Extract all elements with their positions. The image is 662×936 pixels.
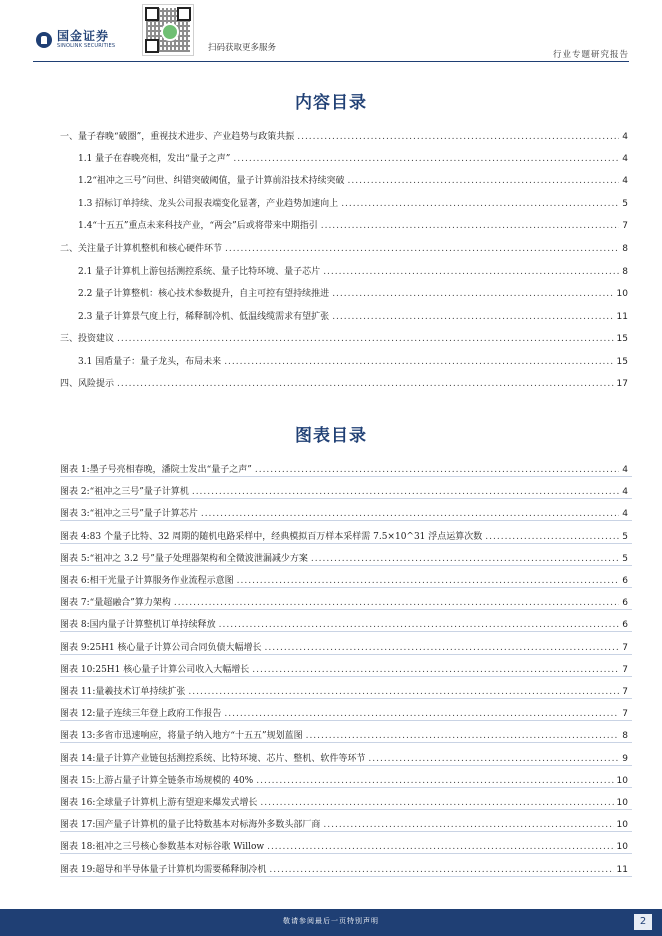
toc-entry[interactable]: [78, 218, 628, 231]
figure-entry-page: 7: [622, 709, 628, 719]
figure-entry-text: 25H1 核心量子计算公司收入大幅增长: [95, 665, 250, 675]
figure-entry-page: 11: [616, 865, 628, 875]
figure-entry-text: 相干光量子计算服务作业流程示意图: [89, 576, 234, 586]
figure-entry-page: 7: [622, 643, 628, 653]
brand-name-en: SINOLINK SECURITIES: [57, 43, 116, 49]
figure-entry-page: 9: [622, 754, 628, 764]
figure-entry-label: 图表 6:: [60, 576, 90, 586]
qr-center-logo: [161, 23, 179, 41]
toc-entry-page: 10: [616, 289, 628, 299]
figure-entry-text: 国产量子计算机的量子比特数基本对标海外多数头部厂商: [95, 820, 321, 830]
figure-row-divider: [60, 831, 632, 832]
toc-entry-text: 1.1 量子在春晚亮相，发出“量子之声”: [78, 154, 231, 164]
toc-entry-text: 四、风险提示: [60, 379, 115, 389]
toc-entry-page: 8: [622, 267, 628, 277]
figure-leader-dots: [323, 820, 613, 830]
figure-entry-page: 10: [616, 798, 628, 808]
toc-entry-text: 一、量子春晚“破圈”，重视技术进步、产业趋势与政策共振: [60, 132, 295, 142]
brand-logo: [36, 30, 115, 50]
figure-row-divider: [60, 853, 632, 854]
figure-entry-label: 图表 4:: [60, 532, 90, 542]
toc-entry-text: 2.3 量子计算景气度上行，稀释制冷机、低温线缆需求有望扩张: [78, 312, 330, 322]
figure-entry-text: 量羲技术订单持续扩张: [95, 687, 186, 697]
toc-entry-text: 1.3 招标订单持续、龙头公司报表端变化显著，产业趋势加速向上: [78, 199, 339, 209]
figure-entry[interactable]: [60, 662, 628, 675]
figure-row-divider: [60, 498, 632, 499]
figure-row-divider: [60, 787, 632, 788]
figure-entry-label: 图表 15:: [60, 776, 96, 786]
figure-entry-page: 6: [622, 576, 628, 586]
figure-entry-text: 全球量子计算机上游有望迎来爆发式增长: [95, 798, 258, 808]
figure-entry-label: 图表 8:: [60, 620, 90, 630]
figure-row-divider: [60, 587, 632, 588]
figure-leader-dots: [174, 598, 619, 608]
figure-entry[interactable]: [60, 862, 628, 875]
toc-entry-page: 5: [622, 199, 628, 209]
figure-leader-dots: [224, 709, 619, 719]
figure-entry-text: “量超融合”算力架构: [89, 598, 171, 608]
toc-entry[interactable]: [60, 331, 628, 344]
page-header: [0, 0, 662, 66]
figure-leader-dots: [265, 643, 620, 653]
figure-leader-dots: [485, 532, 619, 542]
figure-entry-label: 图表 13:: [60, 731, 96, 741]
toc-entry-text: 2.2 量子计算整机：核心技术参数提升，自主可控有望持续推进: [78, 289, 330, 299]
figure-entry-label: 图表 19:: [60, 865, 96, 875]
toc-entry-text: 三、投资建议: [60, 334, 115, 344]
figure-entry-label: 图表 11:: [60, 687, 96, 697]
qr-finder: [145, 39, 159, 53]
figure-row-divider: [60, 565, 632, 566]
figure-entry-text: 多省市迅速响应，将量子纳入地方“十五五”规划蓝图: [95, 731, 303, 741]
figure-entry[interactable]: [60, 595, 628, 608]
toc-entry-page: 4: [622, 176, 628, 186]
toc-leader-dots: [117, 334, 614, 344]
figure-entry[interactable]: [60, 706, 628, 719]
figure-entry-page: 6: [622, 598, 628, 608]
figure-entry-text: 国内量子计算整机订单持续释放: [89, 620, 216, 630]
toc-entry-page: 4: [622, 154, 628, 164]
toc-leader-dots: [233, 154, 619, 164]
figure-row-divider: [60, 876, 632, 877]
toc-leader-dots: [341, 199, 619, 209]
figure-leader-dots: [306, 731, 620, 741]
figure-entry-label: 图表 17:: [60, 820, 96, 830]
toc-entry-page: 11: [616, 312, 628, 322]
footer-disclaimer: 敬请参阅最后一页特别声明: [283, 917, 379, 925]
figure-entry-label: 图表 5:: [60, 554, 90, 564]
figure-row-divider: [60, 720, 632, 721]
figure-entry-page: 10: [616, 776, 628, 786]
figure-entry-text: 量子计算产业链包括测控系统、比特环境、芯片、整机、软件等环节: [95, 754, 366, 764]
figure-leader-dots: [368, 754, 619, 764]
figure-entry-label: 图表 7:: [60, 598, 90, 608]
figure-entry-text: 83 个量子比特、32 周期的随机电路采样中，经典模拟百万样本采样需 7.5×10^31 浮点运算次数: [89, 532, 483, 542]
toc-entry-text: 2.1 量子计算机上游包括测控系统、量子比特环境、量子芯片: [78, 267, 321, 277]
figure-entry-label: 图表 12:: [60, 709, 96, 719]
toc-entry-text: 3.1 国盾量子：量子龙头，布局未来: [78, 357, 222, 367]
figure-entry-text: 上游占量子计算全链条市场规模的 40%: [95, 776, 254, 786]
toc-leader-dots: [225, 244, 619, 254]
scan-service-text: 扫码获取更多服务: [208, 43, 277, 53]
figure-entry-text: 量子连续三年登上政府工作报告: [95, 709, 222, 719]
figure-entry-text: “祖冲之三号”量子计算机: [89, 487, 189, 497]
figure-entry-page: 10: [616, 820, 628, 830]
toc-entry-text: 1.4“十五五”重点未来科技产业，“两会”后或将带来中期指引: [78, 221, 318, 231]
toc-entry-page: 15: [616, 334, 628, 344]
figure-entry[interactable]: [60, 573, 628, 586]
figure-entry[interactable]: [60, 795, 628, 808]
toc-entry-text: 1.2“祖冲之三号”问世、纠错突破阈值，量子计算前沿技术持续突破: [78, 176, 345, 186]
figure-entry[interactable]: [60, 617, 628, 630]
figure-entry-page: 4: [622, 465, 628, 475]
figure-leader-dots: [256, 776, 613, 786]
toc-entry[interactable]: [60, 129, 628, 142]
figure-leader-dots: [201, 509, 619, 519]
toc-leader-dots: [332, 312, 613, 322]
figure-entry[interactable]: [60, 484, 628, 497]
toc-entry[interactable]: [78, 264, 628, 277]
toc-entry[interactable]: [60, 376, 628, 389]
figure-entry-label: 图表 14:: [60, 754, 96, 764]
figure-row-divider: [60, 809, 632, 810]
toc-entry[interactable]: [78, 173, 628, 186]
figure-entry-page: 4: [622, 509, 628, 519]
figure-row-divider: [60, 742, 632, 743]
figure-entry-page: 7: [622, 665, 628, 675]
figure-entry-page: 5: [622, 532, 628, 542]
figure-row-divider: [60, 698, 632, 699]
figure-entry-page: 10: [616, 842, 628, 852]
figure-leader-dots: [192, 487, 619, 497]
figure-leader-dots: [311, 554, 619, 564]
page-number: 2: [634, 914, 652, 930]
figure-entry[interactable]: [60, 506, 628, 519]
header-divider: [33, 61, 629, 62]
figure-entry-label: 图表 2:: [60, 487, 90, 497]
toc-entry-page: 7: [622, 221, 628, 231]
toc-entry[interactable]: [78, 286, 628, 299]
figure-entry[interactable]: [60, 684, 628, 697]
figure-leader-dots: [255, 465, 619, 475]
figure-entry-label: 图表 16:: [60, 798, 96, 808]
toc-leader-dots: [348, 176, 620, 186]
figure-entry-page: 6: [622, 620, 628, 630]
figure-entry-page: 4: [622, 487, 628, 497]
page-footer: [0, 909, 662, 936]
figure-entry-page: 5: [622, 554, 628, 564]
toc-entry[interactable]: [78, 151, 628, 164]
figure-row-divider: [60, 654, 632, 655]
figure-entry[interactable]: [60, 551, 628, 564]
toc-leader-dots: [323, 267, 619, 277]
figure-entry-text: 超导和半导体量子计算机均需要稀释制冷机: [95, 865, 267, 875]
toc-leader-dots: [321, 221, 620, 231]
figure-leader-dots: [269, 865, 613, 875]
qr-code-icon[interactable]: [142, 4, 194, 56]
qr-finder: [145, 7, 159, 21]
figure-entry[interactable]: [60, 529, 628, 542]
figure-row-divider: [60, 609, 632, 610]
figure-leader-dots: [237, 576, 620, 586]
figure-entry[interactable]: [60, 839, 628, 852]
toc-entry[interactable]: [78, 196, 628, 209]
figure-row-divider: [60, 676, 632, 677]
figure-entry-label: 图表 18:: [60, 842, 96, 852]
figure-entry-label: 图表 9:: [60, 643, 90, 653]
report-type-label: 行业专题研究报告: [552, 50, 629, 60]
figure-entry-label: 图表 10:: [60, 665, 96, 675]
toc-leader-dots: [117, 379, 614, 389]
figure-entry-page: 8: [622, 731, 628, 741]
figure-row-divider: [60, 765, 632, 766]
figure-row-divider: [60, 631, 632, 632]
toc-leader-dots: [224, 357, 613, 367]
toc-entry-page: 4: [622, 132, 628, 142]
toc-entry-page: 17: [616, 379, 628, 389]
figure-leader-dots: [188, 687, 619, 697]
figure-row-divider: [60, 543, 632, 544]
figure-leader-dots: [219, 620, 620, 630]
figure-entry-label: 图表 3:: [60, 509, 90, 519]
toc-entry-text: 二、关注量子计算机整机和核心硬件环节: [60, 244, 223, 254]
figure-entry[interactable]: [60, 773, 628, 786]
figure-entry-text: 25H1 核心量子计算公司合同负债大幅增长: [89, 643, 262, 653]
toc-entry[interactable]: [78, 354, 628, 367]
figure-entry-text: 墨子号亮相春晚，潘院士发出“量子之声”: [89, 465, 252, 475]
toc-title: 内容目录: [295, 93, 367, 113]
figure-entry[interactable]: [60, 751, 628, 764]
figure-row-divider: [60, 520, 632, 521]
toc-leader-dots: [332, 289, 613, 299]
brand-logo-icon: [36, 32, 52, 48]
figure-leader-dots: [260, 798, 613, 808]
brand-name-cn: 国金证券: [57, 29, 110, 43]
toc-entry-page: 8: [622, 244, 628, 254]
toc-entry[interactable]: [60, 241, 628, 254]
figure-leader-dots: [267, 842, 613, 852]
toc-entry[interactable]: [78, 309, 628, 322]
figure-entry-text: 祖冲之三号核心参数基本对标谷歌 Willow: [95, 842, 265, 852]
qr-finder: [177, 7, 191, 21]
figure-leader-dots: [252, 665, 619, 675]
figure-entry[interactable]: [60, 817, 628, 830]
figure-entry-page: 7: [622, 687, 628, 697]
figures-title: 图表目录: [295, 426, 367, 446]
figure-entry[interactable]: [60, 640, 628, 653]
toc-leader-dots: [297, 132, 619, 142]
figure-entry[interactable]: [60, 462, 628, 475]
figure-row-divider: [60, 476, 632, 477]
toc-entry-page: 15: [616, 357, 628, 367]
figure-entry-text: “祖冲之 3.2 号”量子处理器架构和全微波泄漏减少方案: [89, 554, 308, 564]
figure-entry-label: 图表 1:: [60, 465, 90, 475]
brand-logo-text: [57, 30, 115, 50]
figure-entry-text: “祖冲之三号”量子计算芯片: [89, 509, 198, 519]
figure-entry[interactable]: [60, 728, 628, 741]
